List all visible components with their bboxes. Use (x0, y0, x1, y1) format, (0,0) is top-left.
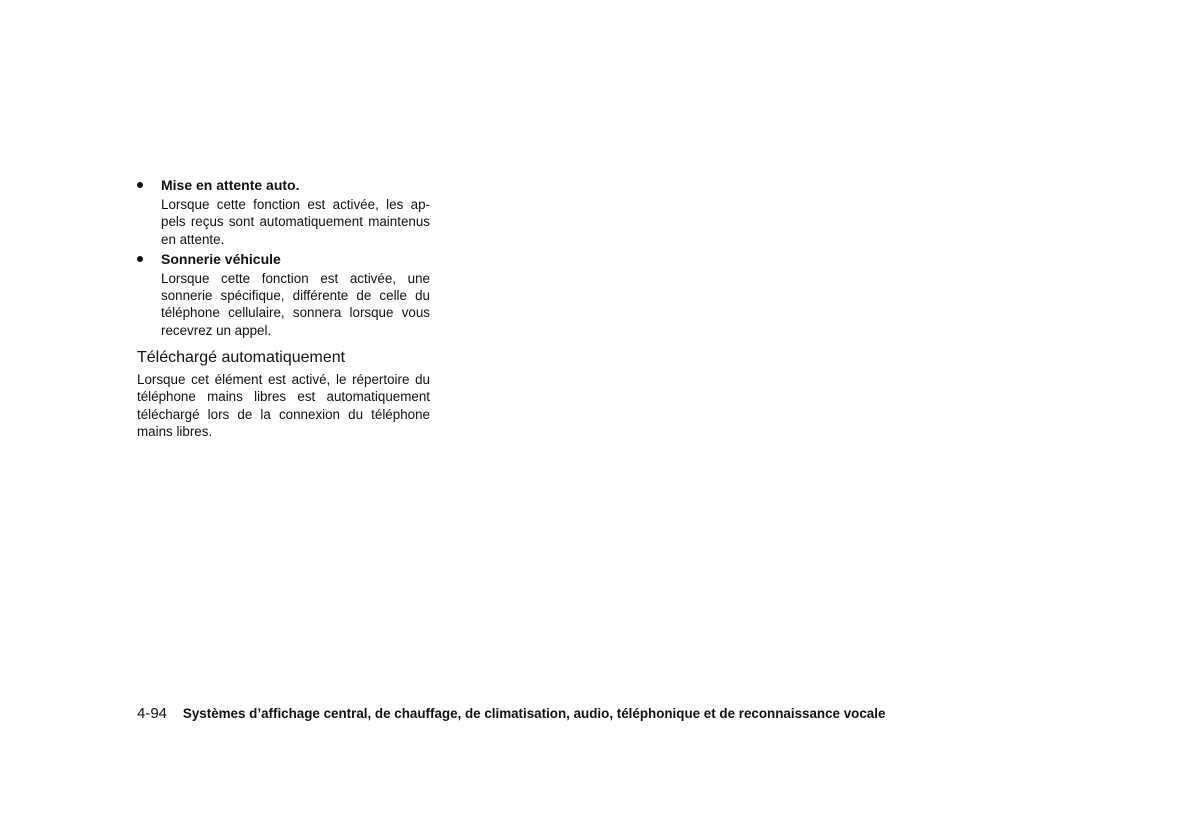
page-number: 4-94 (137, 705, 168, 722)
list-item-auto-hold (137, 176, 430, 248)
item-description: Lorsque cette fonction est activée, les ap-pels reçus sont automatiquement maintenus en attente. (161, 197, 430, 247)
item-title: Sonnerie véhicule (161, 250, 281, 267)
bullet-icon (137, 182, 143, 188)
list-item-vehicle-ringtone (137, 250, 430, 339)
page-footer (137, 703, 885, 724)
section-heading: Téléchargé automatiquement (137, 349, 346, 367)
section-text: Lorsque cet élément est activé, le répertoire du téléphone mains libres est automatiquement téléchargé lors de la connexion du téléphone mains libres. (137, 372, 430, 439)
item-description: Lorsque cette fonction est activée, une sonnerie spécifique, différente de celle du téléphone cellulaire, sonnera lorsque vous recevrez un appel. (161, 270, 430, 338)
item-title: Mise en attente auto. (161, 177, 300, 193)
content-column (137, 176, 430, 440)
footer-chapter-title: Systèmes d’affichage central, de chauffage, de climatisation, audio, téléphonique et de reconnaissance vocale (182, 706, 886, 721)
bullet-icon (137, 256, 143, 262)
